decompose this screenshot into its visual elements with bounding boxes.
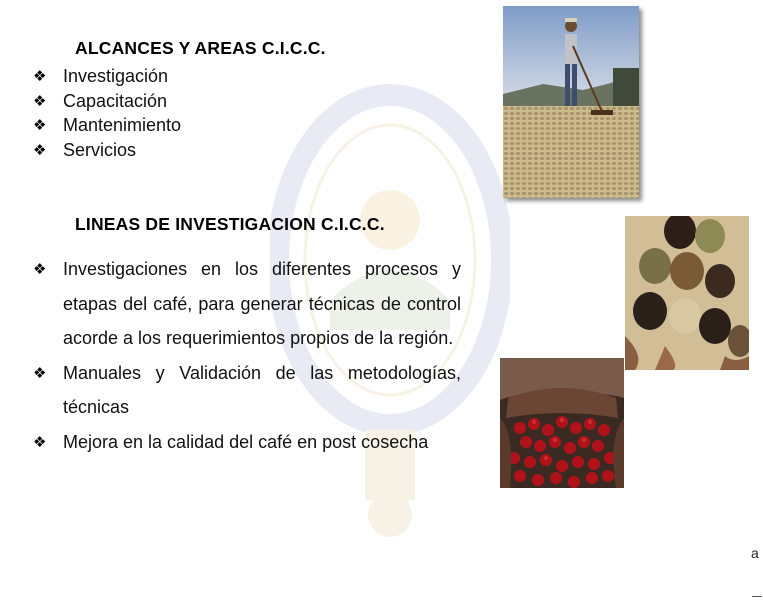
diamond-bullet-icon: ❖ (33, 261, 47, 278)
list-item (33, 425, 461, 460)
alcances-title: ALCANCES Y AREAS C.I.C.C. (75, 38, 326, 58)
diamond-bullet-icon: ❖ (33, 92, 47, 110)
alcances-list (33, 64, 333, 162)
diamond-bullet-icon: ❖ (33, 141, 47, 159)
list-item-text: Investigación (63, 66, 169, 86)
hands-coffee-grains-photo (625, 216, 749, 370)
list-item (33, 252, 461, 356)
list-item-text: Manuales y Validación de las metodologías, técnicas (63, 362, 461, 417)
list-item (33, 138, 333, 163)
lineas-list (33, 252, 461, 459)
list-item (33, 64, 333, 89)
diamond-bullet-icon: ❖ (33, 364, 47, 382)
coffee-cherries-hands-photo (500, 358, 624, 488)
list-item-text: Capacitación (63, 90, 168, 111)
coffee-drying-photo (503, 6, 639, 198)
list-item (33, 356, 461, 425)
corner-divider (752, 596, 762, 597)
list-item-text: Mejora en la calidad del café en post cosecha (63, 431, 429, 452)
diamond-bullet-icon: ❖ (33, 117, 47, 134)
list-item (33, 113, 333, 138)
diamond-bullet-icon: ❖ (33, 433, 47, 451)
list-item-text: Servicios (63, 139, 137, 160)
list-item-text: Investigaciones en los diferentes procesos y etapas del café, para generar técnicas de control acorde a los requerimientos propios de la región. (63, 259, 461, 348)
lineas-title: LINEAS DE INVESTIGACION C.I.C.C. (75, 214, 385, 234)
corner-text-fragment: a (751, 545, 759, 561)
diamond-bullet-icon: ❖ (33, 68, 47, 85)
list-item-text: Mantenimiento (63, 115, 182, 135)
list-item (33, 89, 333, 114)
